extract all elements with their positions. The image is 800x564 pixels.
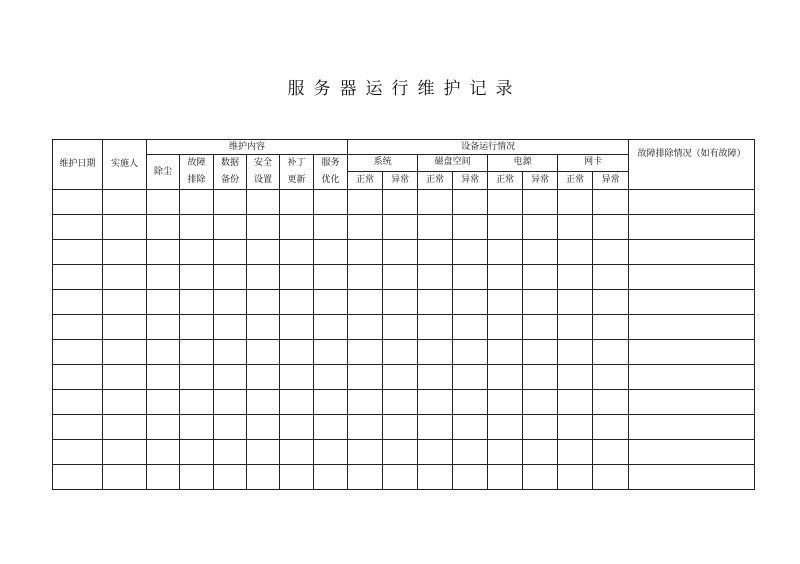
table-cell[interactable] xyxy=(280,190,314,215)
table-cell[interactable] xyxy=(214,265,247,290)
table-cell[interactable] xyxy=(523,440,558,465)
table-cell[interactable] xyxy=(593,440,629,465)
cell-maintenance-date[interactable] xyxy=(53,265,103,290)
table-cell[interactable] xyxy=(280,415,314,440)
table-cell[interactable] xyxy=(314,465,348,490)
table-cell[interactable] xyxy=(280,465,314,490)
table-cell[interactable] xyxy=(147,315,180,340)
header-data-backup xyxy=(214,155,247,190)
table-cell[interactable] xyxy=(348,465,383,490)
header-nic: 网卡 xyxy=(558,155,629,172)
table-cell[interactable] xyxy=(488,265,523,290)
table-cell[interactable] xyxy=(280,290,314,315)
table-cell[interactable] xyxy=(147,265,180,290)
table-cell[interactable] xyxy=(488,290,523,315)
table-cell[interactable] xyxy=(214,290,247,315)
table-cell[interactable] xyxy=(247,290,280,315)
table-cell[interactable] xyxy=(523,465,558,490)
table-cell[interactable] xyxy=(629,440,755,465)
table-row xyxy=(53,465,755,490)
cell-maintenance-date[interactable] xyxy=(53,190,103,215)
table-cell[interactable] xyxy=(558,365,593,390)
table-cell[interactable] xyxy=(383,315,418,340)
table-cell[interactable] xyxy=(558,465,593,490)
table-cell[interactable] xyxy=(214,240,247,265)
table-cell[interactable] xyxy=(180,215,214,240)
table-cell[interactable] xyxy=(488,390,523,415)
table-cell[interactable] xyxy=(348,390,383,415)
header-fault-clearing-line1: 故障 xyxy=(187,158,206,168)
table-cell[interactable] xyxy=(383,465,418,490)
table-cell[interactable] xyxy=(453,290,488,315)
table-cell[interactable] xyxy=(314,265,348,290)
table-cell[interactable] xyxy=(488,215,523,240)
table-cell[interactable] xyxy=(453,215,488,240)
table-cell[interactable] xyxy=(488,315,523,340)
cell-operator[interactable] xyxy=(103,215,147,240)
table-cell[interactable] xyxy=(247,440,280,465)
table-cell[interactable] xyxy=(418,290,453,315)
cell-maintenance-date[interactable] xyxy=(53,315,103,340)
table-cell[interactable] xyxy=(214,215,247,240)
table-cell[interactable] xyxy=(147,465,180,490)
cell-operator[interactable] xyxy=(103,190,147,215)
table-cell[interactable] xyxy=(383,365,418,390)
table-cell[interactable] xyxy=(314,190,348,215)
table-cell[interactable] xyxy=(523,315,558,340)
header-system-abnormal: 异常 xyxy=(383,171,418,189)
table-cell[interactable] xyxy=(214,190,247,215)
table-cell[interactable] xyxy=(558,265,593,290)
table-cell[interactable] xyxy=(558,215,593,240)
cell-maintenance-date[interactable] xyxy=(53,340,103,365)
table-row xyxy=(53,290,755,315)
table-cell[interactable] xyxy=(348,190,383,215)
table-cell[interactable] xyxy=(629,215,755,240)
cell-operator[interactable] xyxy=(103,315,147,340)
table-cell[interactable] xyxy=(523,265,558,290)
table-cell[interactable] xyxy=(314,240,348,265)
header-service-optimization xyxy=(314,155,348,190)
table-cell[interactable] xyxy=(348,215,383,240)
table-cell[interactable] xyxy=(593,240,629,265)
table-cell[interactable] xyxy=(488,415,523,440)
table-cell[interactable] xyxy=(418,365,453,390)
table-cell[interactable] xyxy=(629,190,755,215)
table-cell[interactable] xyxy=(147,390,180,415)
table-cell[interactable] xyxy=(147,190,180,215)
table-row xyxy=(53,415,755,440)
table-cell[interactable] xyxy=(147,440,180,465)
table-cell[interactable] xyxy=(348,415,383,440)
table-cell[interactable] xyxy=(418,240,453,265)
table-cell[interactable] xyxy=(383,265,418,290)
table-cell[interactable] xyxy=(280,440,314,465)
table-cell[interactable] xyxy=(593,365,629,390)
table-cell[interactable] xyxy=(214,340,247,365)
header-patch-update xyxy=(280,155,314,190)
table-cell[interactable] xyxy=(488,340,523,365)
table-row xyxy=(53,265,755,290)
table-cell[interactable] xyxy=(314,290,348,315)
table-cell[interactable] xyxy=(180,440,214,465)
table-cell[interactable] xyxy=(214,315,247,340)
table-cell[interactable] xyxy=(523,340,558,365)
header-service-optimization-line2: 优化 xyxy=(321,175,340,185)
table-cell[interactable] xyxy=(214,365,247,390)
table-cell[interactable] xyxy=(418,415,453,440)
header-nic-abnormal: 异常 xyxy=(593,171,629,189)
table-cell[interactable] xyxy=(180,290,214,315)
table-cell[interactable] xyxy=(523,190,558,215)
table-cell[interactable] xyxy=(383,215,418,240)
table-cell[interactable] xyxy=(247,190,280,215)
table-cell[interactable] xyxy=(453,465,488,490)
table-cell[interactable] xyxy=(418,465,453,490)
header-fault-handling: 故障排除情况（如有故障） xyxy=(629,140,755,190)
table-cell[interactable] xyxy=(180,265,214,290)
header-security-settings-line2: 设置 xyxy=(253,175,272,185)
header-maintenance-content: 维护内容 xyxy=(147,140,348,155)
table-cell[interactable] xyxy=(280,390,314,415)
table-cell[interactable] xyxy=(488,365,523,390)
table-cell[interactable] xyxy=(558,340,593,365)
table-cell[interactable] xyxy=(418,440,453,465)
cell-maintenance-date[interactable] xyxy=(53,290,103,315)
table-cell[interactable] xyxy=(348,265,383,290)
table-cell[interactable] xyxy=(180,240,214,265)
table-cell[interactable] xyxy=(453,340,488,365)
table-cell[interactable] xyxy=(147,415,180,440)
header-equipment-status: 设备运行情况 xyxy=(348,140,629,155)
table-cell[interactable] xyxy=(629,290,755,315)
table-cell[interactable] xyxy=(558,315,593,340)
table-cell[interactable] xyxy=(453,265,488,290)
maintenance-record-table xyxy=(52,139,755,490)
table-cell[interactable] xyxy=(453,190,488,215)
table-cell[interactable] xyxy=(348,315,383,340)
cell-operator[interactable] xyxy=(103,415,147,440)
table-cell[interactable] xyxy=(558,240,593,265)
cell-maintenance-date[interactable] xyxy=(53,390,103,415)
table-cell[interactable] xyxy=(180,365,214,390)
header-security-settings xyxy=(247,155,280,190)
table-cell[interactable] xyxy=(593,340,629,365)
table-cell[interactable] xyxy=(488,440,523,465)
table-cell[interactable] xyxy=(558,390,593,415)
cell-operator[interactable] xyxy=(103,365,147,390)
table-cell[interactable] xyxy=(314,415,348,440)
table-cell[interactable] xyxy=(418,265,453,290)
table-cell[interactable] xyxy=(314,390,348,415)
header-operator: 实施人 xyxy=(103,140,147,190)
header-power-abnormal: 异常 xyxy=(523,171,558,189)
table-cell[interactable] xyxy=(180,190,214,215)
table-cell[interactable] xyxy=(348,340,383,365)
page-title: 服务器运行维护记录 xyxy=(287,79,522,99)
table-cell[interactable] xyxy=(147,240,180,265)
header-disk-abnormal: 异常 xyxy=(453,171,488,189)
table-cell[interactable] xyxy=(629,365,755,390)
table-cell[interactable] xyxy=(488,190,523,215)
table-cell[interactable] xyxy=(280,215,314,240)
cell-operator[interactable] xyxy=(103,240,147,265)
table-cell[interactable] xyxy=(383,340,418,365)
table-cell[interactable] xyxy=(558,190,593,215)
table-cell[interactable] xyxy=(314,440,348,465)
table-cell[interactable] xyxy=(523,290,558,315)
cell-maintenance-date[interactable] xyxy=(53,365,103,390)
table-cell[interactable] xyxy=(488,465,523,490)
cell-maintenance-date[interactable] xyxy=(53,465,103,490)
table-cell[interactable] xyxy=(629,465,755,490)
table-cell[interactable] xyxy=(314,340,348,365)
table-row xyxy=(53,440,755,465)
header-disk-normal: 正常 xyxy=(418,171,453,189)
table-cell[interactable] xyxy=(418,390,453,415)
table-cell[interactable] xyxy=(593,390,629,415)
table-cell[interactable] xyxy=(558,440,593,465)
table-cell[interactable] xyxy=(453,390,488,415)
cell-operator[interactable] xyxy=(103,265,147,290)
header-fault-clearing-line2: 排除 xyxy=(187,175,206,185)
table-cell[interactable] xyxy=(593,265,629,290)
header-power: 电源 xyxy=(488,155,558,172)
table-cell[interactable] xyxy=(280,340,314,365)
table-cell[interactable] xyxy=(247,265,280,290)
table-cell[interactable] xyxy=(180,315,214,340)
table-cell[interactable] xyxy=(314,365,348,390)
table-cell[interactable] xyxy=(593,315,629,340)
table-row xyxy=(53,315,755,340)
header-nic-normal: 正常 xyxy=(558,171,593,189)
table-cell[interactable] xyxy=(558,290,593,315)
table-cell[interactable] xyxy=(314,215,348,240)
header-service-optimization-line1: 服务 xyxy=(321,158,340,168)
table-cell[interactable] xyxy=(453,315,488,340)
table-cell[interactable] xyxy=(147,340,180,365)
table-cell[interactable] xyxy=(629,240,755,265)
table-cell[interactable] xyxy=(523,240,558,265)
table-row xyxy=(53,190,755,215)
header-system-normal: 正常 xyxy=(348,171,383,189)
header-dust-removal: 除尘 xyxy=(147,155,180,190)
header-data-backup-line2: 备份 xyxy=(220,175,239,185)
table-cell[interactable] xyxy=(247,465,280,490)
table-cell[interactable] xyxy=(383,190,418,215)
table-cell[interactable] xyxy=(214,440,247,465)
cell-maintenance-date[interactable] xyxy=(53,415,103,440)
table-cell[interactable] xyxy=(629,415,755,440)
table-cell[interactable] xyxy=(280,265,314,290)
table-cell[interactable] xyxy=(147,290,180,315)
table-cell[interactable] xyxy=(247,240,280,265)
table-cell[interactable] xyxy=(247,215,280,240)
table-cell[interactable] xyxy=(280,315,314,340)
table-cell[interactable] xyxy=(629,315,755,340)
table-cell[interactable] xyxy=(247,365,280,390)
header-system: 系统 xyxy=(348,155,418,172)
table-cell[interactable] xyxy=(523,415,558,440)
table-cell[interactable] xyxy=(180,415,214,440)
table-cell[interactable] xyxy=(383,415,418,440)
table-cell[interactable] xyxy=(418,340,453,365)
cell-operator[interactable] xyxy=(103,465,147,490)
table-cell[interactable] xyxy=(629,340,755,365)
table-cell[interactable] xyxy=(147,365,180,390)
cell-operator[interactable] xyxy=(103,390,147,415)
table-row xyxy=(53,390,755,415)
table-row xyxy=(53,365,755,390)
table-cell[interactable] xyxy=(383,290,418,315)
table-row xyxy=(53,240,755,265)
table-cell[interactable] xyxy=(523,365,558,390)
table-cell[interactable] xyxy=(453,365,488,390)
table-cell[interactable] xyxy=(488,240,523,265)
table-cell[interactable] xyxy=(247,415,280,440)
table-cell[interactable] xyxy=(453,415,488,440)
table-cell[interactable] xyxy=(280,365,314,390)
table-cell[interactable] xyxy=(593,465,629,490)
table-cell[interactable] xyxy=(523,390,558,415)
table-row xyxy=(53,215,755,240)
cell-operator[interactable] xyxy=(103,340,147,365)
table-cell[interactable] xyxy=(348,440,383,465)
table-cell[interactable] xyxy=(593,215,629,240)
table-cell[interactable] xyxy=(418,190,453,215)
cell-maintenance-date[interactable] xyxy=(53,240,103,265)
table-cell[interactable] xyxy=(180,340,214,365)
cell-operator[interactable] xyxy=(103,440,147,465)
table-cell[interactable] xyxy=(629,265,755,290)
table-cell[interactable] xyxy=(348,365,383,390)
table-cell[interactable] xyxy=(453,240,488,265)
header-fault-clearing xyxy=(180,155,214,190)
table-cell[interactable] xyxy=(629,390,755,415)
header-patch-update-line1: 补丁 xyxy=(287,158,306,168)
table-cell[interactable] xyxy=(418,215,453,240)
table-cell[interactable] xyxy=(418,315,453,340)
table-cell[interactable] xyxy=(214,465,247,490)
table-cell[interactable] xyxy=(383,240,418,265)
table-cell[interactable] xyxy=(593,290,629,315)
header-patch-update-line2: 更新 xyxy=(287,175,306,185)
table-cell[interactable] xyxy=(247,390,280,415)
table-row xyxy=(53,340,755,365)
header-security-settings-line1: 安全 xyxy=(253,158,272,168)
header-disk-space: 磁盘空间 xyxy=(418,155,488,172)
header-data-backup-line1: 数据 xyxy=(220,158,239,168)
cell-maintenance-date[interactable] xyxy=(53,440,103,465)
table-cell[interactable] xyxy=(214,390,247,415)
table-cell[interactable] xyxy=(214,415,247,440)
cell-maintenance-date[interactable] xyxy=(53,215,103,240)
table-cell[interactable] xyxy=(147,215,180,240)
table-cell[interactable] xyxy=(523,215,558,240)
table-cell[interactable] xyxy=(348,240,383,265)
table-cell[interactable] xyxy=(180,465,214,490)
cell-operator[interactable] xyxy=(103,290,147,315)
header-maintenance-date: 维护日期 xyxy=(53,140,103,190)
table-cell[interactable] xyxy=(314,315,348,340)
table-cell[interactable] xyxy=(453,440,488,465)
table-cell[interactable] xyxy=(383,440,418,465)
table-cell[interactable] xyxy=(247,340,280,365)
table-cell[interactable] xyxy=(247,315,280,340)
table-cell[interactable] xyxy=(348,290,383,315)
table-cell[interactable] xyxy=(593,415,629,440)
table-cell[interactable] xyxy=(558,415,593,440)
header-power-normal: 正常 xyxy=(488,171,523,189)
table-cell[interactable] xyxy=(593,190,629,215)
table-cell[interactable] xyxy=(180,390,214,415)
table-cell[interactable] xyxy=(280,240,314,265)
table-cell[interactable] xyxy=(383,390,418,415)
